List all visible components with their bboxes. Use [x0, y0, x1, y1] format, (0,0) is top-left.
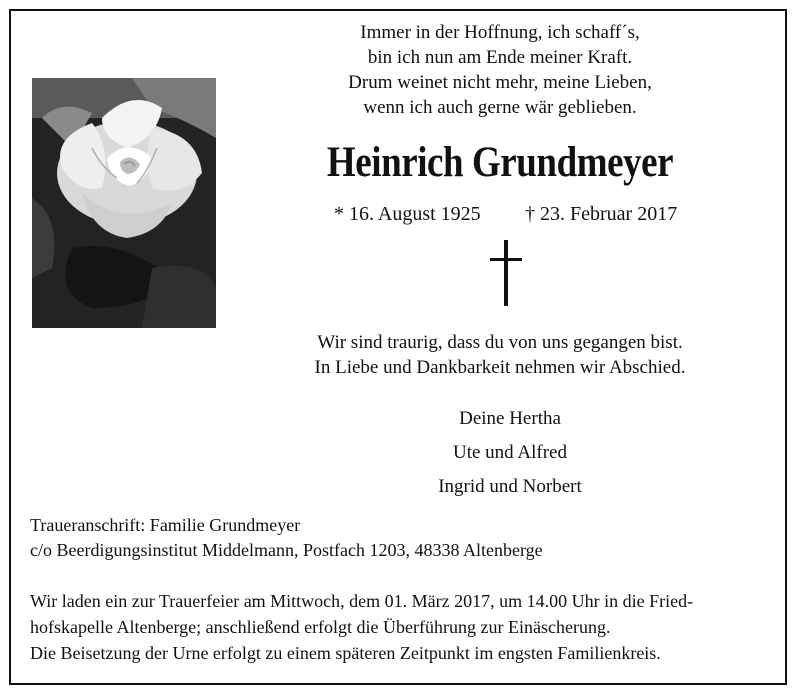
address-line: Traueranschrift: Familie Grundmeyer	[30, 515, 301, 535]
invitation-line: Die Beisetzung der Urne erfolgt zu einem späteren Zeitpunkt im engsten Familienkreis.	[30, 643, 661, 663]
family-member: Ute und Alfred	[453, 442, 567, 463]
funeral-invitation	[30, 588, 693, 666]
poem	[250, 20, 750, 120]
poem-line: Drum weinet nicht mehr, meine Lieben,	[348, 72, 652, 93]
poem-line: wenn ich auch gerne wär geblieben.	[363, 97, 637, 118]
farewell-text	[250, 330, 750, 380]
farewell-line: Wir sind traurig, dass du von uns gegangen bist.	[317, 332, 683, 353]
family-member: Ingrid und Norbert	[438, 476, 582, 497]
address-line: c/o Beerdigungsinstitut Middelmann, Postfach 1203, 48338 Altenberge	[30, 540, 543, 560]
invitation-line: hofskapelle Altenberge; anschließend erfolgt die Überführung zur Einäscherung.	[30, 617, 611, 637]
invitation-line: Wir laden ein zur Trauerfeier am Mittwoch, dem 01. März 2017, um 14.00 Uhr in die Fried-	[30, 591, 694, 611]
rose-photo	[32, 78, 216, 328]
cross-icon	[490, 240, 522, 306]
birth-date: * 16. August 1925	[334, 203, 481, 225]
poem-line: Immer in der Hoffnung, ich schaff´s,	[360, 22, 640, 43]
family-member: Deine Hertha	[459, 408, 561, 429]
mourning-address	[30, 513, 543, 563]
deceased-name: Heinrich Grundmeyer	[326, 139, 674, 186]
farewell-line: In Liebe und Dankbarkeit nehmen wir Abschied.	[314, 357, 686, 378]
poem-line: bin ich nun am Ende meiner Kraft.	[367, 47, 633, 68]
family-signatures	[350, 402, 670, 504]
death-date: † 23. Februar 2017	[525, 203, 678, 225]
